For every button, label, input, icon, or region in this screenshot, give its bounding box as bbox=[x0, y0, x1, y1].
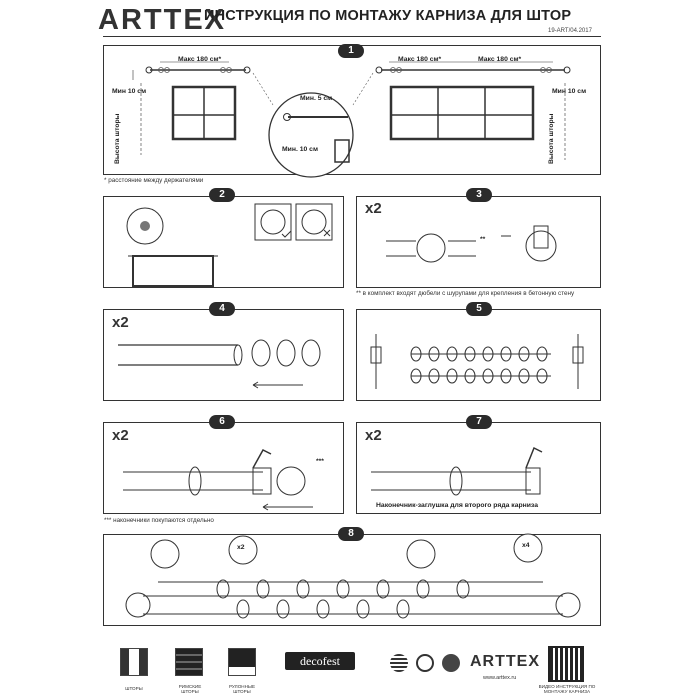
footer-label-roman: РИМСКИЕ ШТОРЫ bbox=[178, 684, 202, 694]
pattern-icon-1 bbox=[390, 654, 408, 672]
step2-illustration bbox=[103, 196, 344, 288]
step1-max-right-a-label: Макс 180 см* bbox=[398, 56, 442, 63]
step8-zoom-right-count: x4 bbox=[522, 542, 530, 549]
step6-illustration bbox=[103, 422, 344, 514]
step6-badge: 6 bbox=[209, 415, 235, 429]
step4-count: x2 bbox=[112, 314, 129, 331]
step5-badge: 5 bbox=[466, 302, 492, 316]
footer-video-label: ВИДЕО ИНСТРУКЦИЯ ПО МОНТАЖУ КАРНИЗА bbox=[538, 684, 596, 694]
step1-illustration bbox=[103, 45, 601, 175]
step3-badge: 3 bbox=[466, 188, 492, 202]
step1-max-right-b-label: Макс 180 см* bbox=[478, 56, 522, 63]
step1-footnote: * расстояние между держателями bbox=[104, 177, 204, 184]
footer-label-roller: РУЛОННЫЕ ШТОРЫ bbox=[228, 684, 256, 694]
page-title: ИНСТРУКЦИЯ ПО МОНТАЖУ КАРНИЗА ДЛЯ ШТОР bbox=[204, 8, 572, 24]
step6-mark: *** bbox=[316, 458, 324, 465]
step4-badge: 4 bbox=[209, 302, 235, 316]
step1-zoom-min10-label: Мин. 10 см bbox=[282, 146, 318, 153]
footer-roller-icon bbox=[228, 648, 256, 676]
step6-count: x2 bbox=[112, 427, 129, 444]
header-divider bbox=[103, 36, 601, 37]
footer-label-curtains: ШТОРЫ bbox=[125, 686, 143, 691]
step1-max-left-label: Макс 180 см* bbox=[178, 56, 222, 63]
qr-code[interactable] bbox=[548, 646, 584, 682]
step4-illustration bbox=[103, 309, 344, 401]
step3-count: x2 bbox=[365, 200, 382, 217]
step3-mark: ** bbox=[480, 236, 486, 243]
brand-logo: ARTTEX bbox=[98, 4, 226, 36]
document-code: 19-ART/04.2017 bbox=[548, 28, 592, 34]
step7-caption: Наконечник-заглушка для второго ряда карниза bbox=[376, 502, 538, 509]
footer-roman-icon bbox=[175, 648, 203, 676]
step6-footnote: *** наконечники покупаются отдельно bbox=[104, 517, 214, 524]
step7-illustration bbox=[356, 422, 601, 514]
step1-zoom-min5-label: Мин. 5 см bbox=[300, 95, 333, 102]
step1-badge: 1 bbox=[338, 44, 364, 58]
pattern-icon-3 bbox=[442, 654, 460, 672]
pattern-icon-2 bbox=[416, 654, 434, 672]
step3-illustration bbox=[356, 196, 601, 288]
step8-badge: 8 bbox=[338, 527, 364, 541]
step7-count: x2 bbox=[365, 427, 382, 444]
footer-url[interactable]: www.arttex.ru bbox=[483, 675, 517, 681]
step1-height-left-label: Высота шторы bbox=[114, 113, 121, 164]
step1-height-right-label: Высота шторы bbox=[548, 113, 555, 164]
step3-footnote: ** в комплект входят дюбели с шурупами для крепления в бетонную стену bbox=[356, 290, 575, 297]
step1-min-right-label: Мин 10 см bbox=[552, 88, 587, 95]
footer-brand: ARTTEX bbox=[470, 653, 540, 670]
step5-illustration bbox=[356, 309, 601, 401]
footer-curtains-icon bbox=[120, 648, 148, 676]
step2-badge: 2 bbox=[209, 188, 235, 202]
step8-zoom-left-count: x2 bbox=[237, 544, 245, 551]
step7-badge: 7 bbox=[466, 415, 492, 429]
decofest-logo: decofest bbox=[285, 652, 355, 670]
step1-min-left-label: Мин 10 см bbox=[112, 88, 147, 95]
